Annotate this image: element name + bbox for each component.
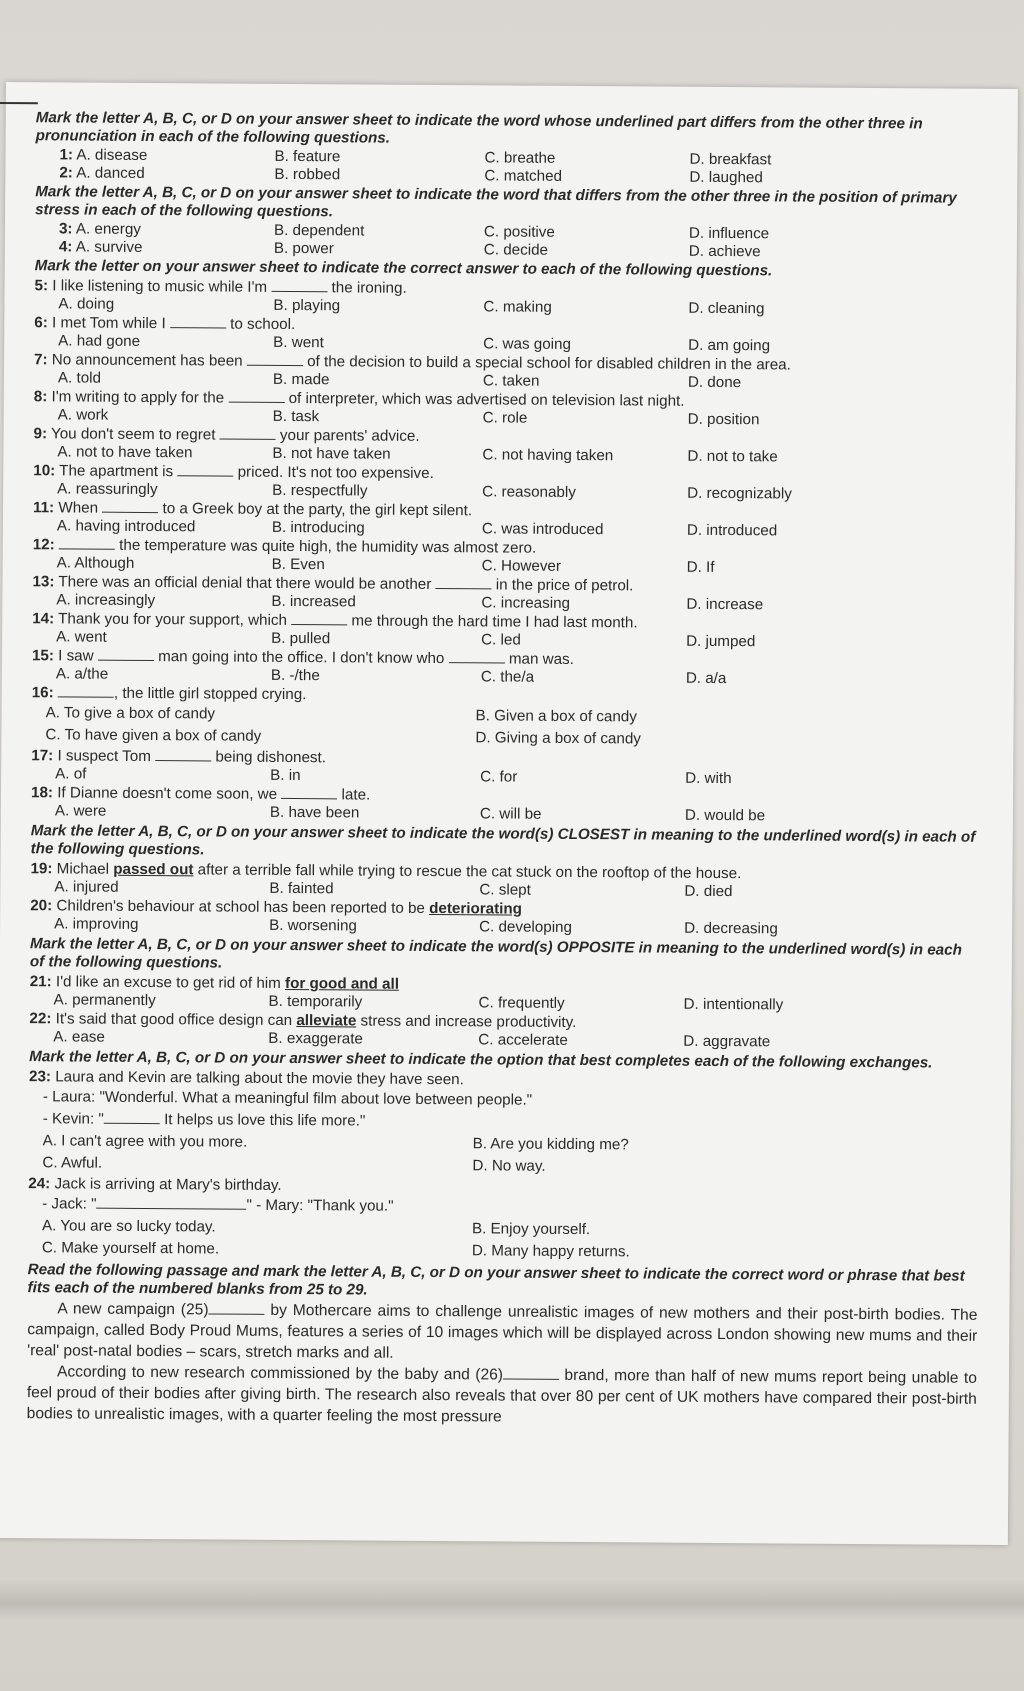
passage-paragraph-1: A new campaign (25) by Mothercare aims to challenge unrealistic images of new mothers and their post-birth bodies. The campaign, called Body Proud Mums, features a series of 10 images which will be displayed across London showing new mums and their 'real' post-natal bodies – scars, stretch marks and all. — [27, 1300, 978, 1362]
option-d: D. with — [685, 769, 732, 788]
question-number: 22: — [29, 1010, 52, 1028]
question-number: 21: — [29, 973, 52, 991]
question-23-stem: 23: Laura and Kevin are talking about the movie they have seen. — [28, 1068, 464, 1089]
question-14-stem: 14: Thank you for your support, which me through the hard time I had last month. — [32, 610, 638, 632]
answer-blank — [177, 475, 233, 476]
answer-blank — [247, 365, 303, 366]
question-number: 10: — [33, 462, 56, 480]
instruction-exchanges: Mark the letter A, B, C, or D on your answer sheet to indicate the option that best completes each of the following exchanges. — [29, 1048, 933, 1072]
option-c: C. matched — [484, 167, 563, 185]
option-d: D. died — [684, 882, 733, 901]
underlined-word: for good and all — [284, 974, 400, 993]
option-a: A. were — [54, 802, 107, 820]
option-a: A. not to have taken — [57, 443, 193, 462]
option-c: C. role — [482, 409, 528, 427]
option-c: C. was going — [483, 335, 572, 353]
question-number: 14: — [32, 610, 55, 628]
question-23-dialogue — [29, 1086, 979, 1137]
option-b: B. pulled — [271, 629, 331, 648]
option-c: C. To have given a box of candy — [45, 726, 262, 745]
instruction-pronunciation: Mark the letter A, B, C, or D on your answer sheet to indicate the word whose underlined part differs from the other three in pronunciation in each of the following questions. — [35, 109, 923, 147]
option-a: A. permanently — [53, 991, 156, 1010]
answer-blank — [228, 402, 284, 403]
question-7-stem: 7: No announcement has been of the decision to build a special school for disabled children in the area. — [34, 351, 791, 374]
option-a: A. danced — [76, 164, 145, 182]
question-13-stem: 13: There was an official denial that there would be another in the price of petrol. — [32, 573, 634, 595]
option-a: A. I can't agree with you more. — [42, 1132, 248, 1151]
underlined-word: deteriorating — [429, 899, 523, 918]
question-number: 20: — [30, 897, 53, 915]
question-16-options — [31, 702, 981, 753]
desk-shadow — [0, 1580, 1024, 1620]
option-c: C. decide — [483, 241, 549, 259]
answer-blank — [436, 588, 492, 589]
option-d: D. aggravate — [683, 1032, 771, 1051]
question-20-stem: 20: Children's behaviour at school has been reported to be deteriorating — [30, 897, 523, 918]
question-number: 24: — [28, 1175, 51, 1193]
question-15-stem: 15: I saw man going into the office. I don't know who man was. — [31, 647, 574, 668]
answer-blank — [102, 512, 158, 513]
option-c: C. making — [483, 298, 552, 316]
question-number: 19: — [30, 860, 53, 878]
option-a: A. having introduced — [56, 517, 196, 536]
option-a: A. survive — [75, 238, 143, 256]
option-a: A. had gone — [58, 332, 141, 350]
answer-blank — [291, 624, 347, 625]
question-24-stem: 24: Jack is arriving at Mary's birthday. — [28, 1175, 282, 1194]
option-d: D. achieve — [688, 242, 761, 261]
option-c: C. frequently — [478, 994, 565, 1012]
option-b: B. increased — [271, 592, 356, 611]
option-b: B. introducing — [271, 518, 365, 537]
option-a: A. Although — [56, 554, 135, 572]
option-d: D. Many happy returns. — [471, 1242, 630, 1261]
question-number: 23: — [28, 1068, 52, 1086]
question-22-stem: 22: It's said that good office design can alleviate stress and increase productivity. — [29, 1010, 577, 1032]
option-a: A. told — [57, 369, 102, 387]
answer-blank — [209, 1313, 265, 1314]
instruction-closest-meaning: Mark the letter A, B, C, or D on your answer sheet to indicate the word(s) CLOSEST in meaning to the underlined word(s) in each of the following questions. — [30, 822, 976, 859]
option-b: B. dependent — [273, 221, 365, 240]
option-a: A. doing — [58, 295, 115, 313]
option-b: B. exaggerate — [268, 1029, 363, 1048]
option-b: B. in — [270, 766, 301, 785]
option-d: D. am going — [688, 336, 771, 355]
option-b: B. feature — [274, 147, 341, 166]
question-10-stem: 10: The apartment is priced. It's not too expensive. — [33, 462, 434, 482]
question-9-stem: 9: You don't seem to regret your parents' advice. — [33, 425, 420, 445]
option-a: A. ease — [53, 1028, 105, 1046]
option-d: D. laughed — [689, 168, 763, 187]
question-12-stem: 12: the temperature was quite high, the humidity was almost zero. — [32, 536, 537, 557]
option-c: C. slept — [479, 881, 531, 899]
exam-sheet — [0, 82, 1018, 1545]
option-c: C. However — [481, 557, 562, 575]
instruction-correct-answer: Mark the letter on your answer sheet to indicate the correct answer to each of the following questions. — [34, 257, 773, 280]
question-number: 4: — [58, 238, 73, 256]
question-11-stem: 11: When to a Greek boy at the party, the girl kept silent. — [32, 499, 473, 520]
option-b: B. not have taken — [272, 444, 391, 463]
option-b: B. playing — [273, 296, 341, 315]
option-c: C. Make yourself at home. — [41, 1239, 220, 1258]
question-21-stem: 21: I'd like an excuse to get rid of him for good and all — [29, 973, 400, 993]
answer-blank — [503, 1379, 559, 1380]
instruction-stress: Mark the letter A, B, C, or D on your answer sheet to indicate the word that differs from the other three in the position of primary stress in each of the following questions. — [35, 183, 957, 221]
question-19-stem: 19: Michael passed out after a terrible fall while trying to rescue the cat stuck on the rooftop of the house. — [30, 860, 742, 883]
question-number: 11: — [32, 499, 55, 517]
option-d: D. introduced — [686, 521, 778, 540]
option-a: A. increasingly — [56, 591, 156, 610]
question-16-stem: 16: , the little girl stopped crying. — [31, 684, 307, 704]
question-number: 5: — [34, 277, 49, 295]
question-5-stem: 5: I like listening to music while I'm the ironing. — [34, 277, 407, 297]
answer-blank — [96, 1208, 246, 1210]
option-a: A. of — [55, 765, 87, 783]
option-b: B. Are you kidding me? — [472, 1135, 629, 1154]
option-d: D. jumped — [686, 632, 756, 651]
question-number: 8: — [33, 388, 48, 406]
option-c: C. reasonably — [482, 483, 576, 501]
option-d: D. cleaning — [688, 299, 765, 318]
question-number: 3: — [58, 220, 73, 238]
option-d: D. not to take — [687, 447, 778, 466]
dialogue-line: - Kevin: " It helps us love this life more." — [42, 1110, 366, 1130]
option-b: B. task — [272, 407, 320, 426]
question-18-stem: 18: If Dianne doesn't come soon, we late. — [30, 784, 371, 804]
option-b: B. robbed — [274, 165, 341, 184]
underlined-word: alleviate — [296, 1012, 357, 1030]
answer-blank — [220, 439, 276, 440]
option-a: A. went — [56, 628, 107, 646]
option-c: C. not having taken — [482, 446, 614, 465]
question-number: 15: — [31, 647, 55, 665]
option-c: C. the/a — [480, 668, 535, 686]
answer-blank — [271, 291, 327, 292]
option-b: B. respectfully — [272, 481, 368, 500]
answer-blank — [98, 660, 154, 661]
margin-dash — [0, 102, 38, 104]
option-a: A. reassuringly — [57, 480, 158, 499]
question-24-options — [28, 1215, 978, 1266]
question-6-stem: 6: I met Tom while I to school. — [34, 314, 296, 334]
option-b: B. went — [273, 333, 324, 352]
option-b: B. -/the — [270, 666, 320, 685]
option-d: D. done — [687, 373, 742, 392]
instruction-passage: Read the following passage and mark the letter A, B, C, or D on your answer sheet to indicate the correct word or phrase that best fits each of the numbered blanks from 25 to 29. — [27, 1261, 965, 1299]
option-b: B. power — [273, 239, 334, 258]
option-b: B. worsening — [269, 916, 357, 935]
option-d: D. position — [687, 410, 760, 429]
option-c: C. led — [481, 631, 521, 649]
option-d: D. recognizably — [687, 484, 792, 503]
option-c: C. for — [480, 768, 518, 786]
option-b: B. Enjoy yourself. — [471, 1220, 591, 1239]
question-number: 13: — [32, 573, 55, 591]
question-number: 16: — [31, 684, 54, 702]
exam-content — [27, 108, 986, 1431]
option-c: C. was introduced — [481, 520, 604, 539]
answer-blank — [281, 798, 337, 799]
option-b: B. Given a box of candy — [475, 707, 637, 726]
option-a: A. work — [57, 406, 109, 424]
option-c: C. positive — [483, 223, 555, 241]
answer-blank — [449, 662, 505, 663]
option-a: A. To give a box of candy — [45, 704, 216, 723]
option-d: D. If — [686, 558, 715, 576]
option-a: A. You are so lucky today. — [41, 1217, 216, 1236]
option-c: C. Awful. — [42, 1154, 103, 1172]
question-number: 17: — [31, 747, 54, 765]
option-a: A. energy — [75, 220, 141, 238]
option-a: A. improving — [54, 915, 139, 933]
answer-blank — [59, 548, 115, 549]
option-b: B. fainted — [269, 879, 334, 898]
question-number: 18: — [30, 784, 54, 802]
question-23-options — [28, 1130, 978, 1181]
option-d: D. Giving a box of candy — [475, 729, 641, 748]
option-b: B. Even — [271, 555, 325, 574]
instruction-opposite-meaning: Mark the letter A, B, C, or D on your answer sheet to indicate the word(s) OPPOSITE in meaning to the underlined word(s) in each of the following questions. — [29, 935, 962, 972]
option-d: D. No way. — [472, 1157, 546, 1175]
dialogue-line: - Laura: "Wonderful. What a meaningful film about love between people." — [42, 1088, 533, 1109]
dialogue-line: - Jack: " " - Mary: "Thank you." — [42, 1195, 394, 1215]
option-d: D. decreasing — [684, 919, 778, 938]
option-d: D. influence — [688, 224, 770, 243]
option-c: C. developing — [479, 918, 573, 936]
question-number: 2: — [59, 164, 73, 182]
option-b: B. temporarily — [268, 992, 363, 1011]
option-c: C. increasing — [481, 594, 571, 612]
question-number: 1: — [59, 146, 74, 164]
answer-blank — [104, 1123, 160, 1124]
question-17-stem: 17: I suspect Tom being dishonest. — [31, 747, 327, 767]
option-c: C. breathe — [484, 149, 556, 167]
question-number: 12: — [32, 536, 55, 554]
option-d: D. increase — [686, 595, 764, 614]
option-c: C. accelerate — [478, 1031, 568, 1049]
option-d: D. breakfast — [689, 150, 772, 169]
question-8-stem: 8: I'm writing to apply for the of interpreter, which was advertised on television last night. — [33, 388, 685, 410]
answer-blank — [58, 696, 114, 697]
question-number: 6: — [34, 314, 48, 332]
question-number: 7: — [34, 351, 48, 369]
option-b: B. have been — [269, 803, 360, 822]
option-d: D. a/a — [685, 669, 727, 688]
question-number: 9: — [33, 425, 48, 443]
option-a: A. disease — [76, 146, 148, 164]
passage-paragraph-2: According to new research commissioned by the baby and (26) brand, more than half of new mums report being unable to feel proud of their bodies after giving birth. The research also reveals that over 80 per cent of UK mothers have compared their post-birth bodies to unrealistic images, with a quarter feeling the most pressure — [26, 1363, 978, 1426]
option-c: C. taken — [482, 372, 540, 390]
option-b: B. made — [272, 370, 330, 389]
underlined-word: passed out — [113, 860, 194, 879]
answer-blank — [170, 327, 226, 328]
option-c: C. will be — [479, 805, 542, 823]
option-d: D. intentionally — [683, 995, 784, 1014]
option-a: A. a/the — [55, 665, 109, 683]
option-d: D. would be — [684, 806, 766, 825]
answer-blank — [155, 760, 211, 761]
option-a: A. injured — [54, 878, 119, 896]
